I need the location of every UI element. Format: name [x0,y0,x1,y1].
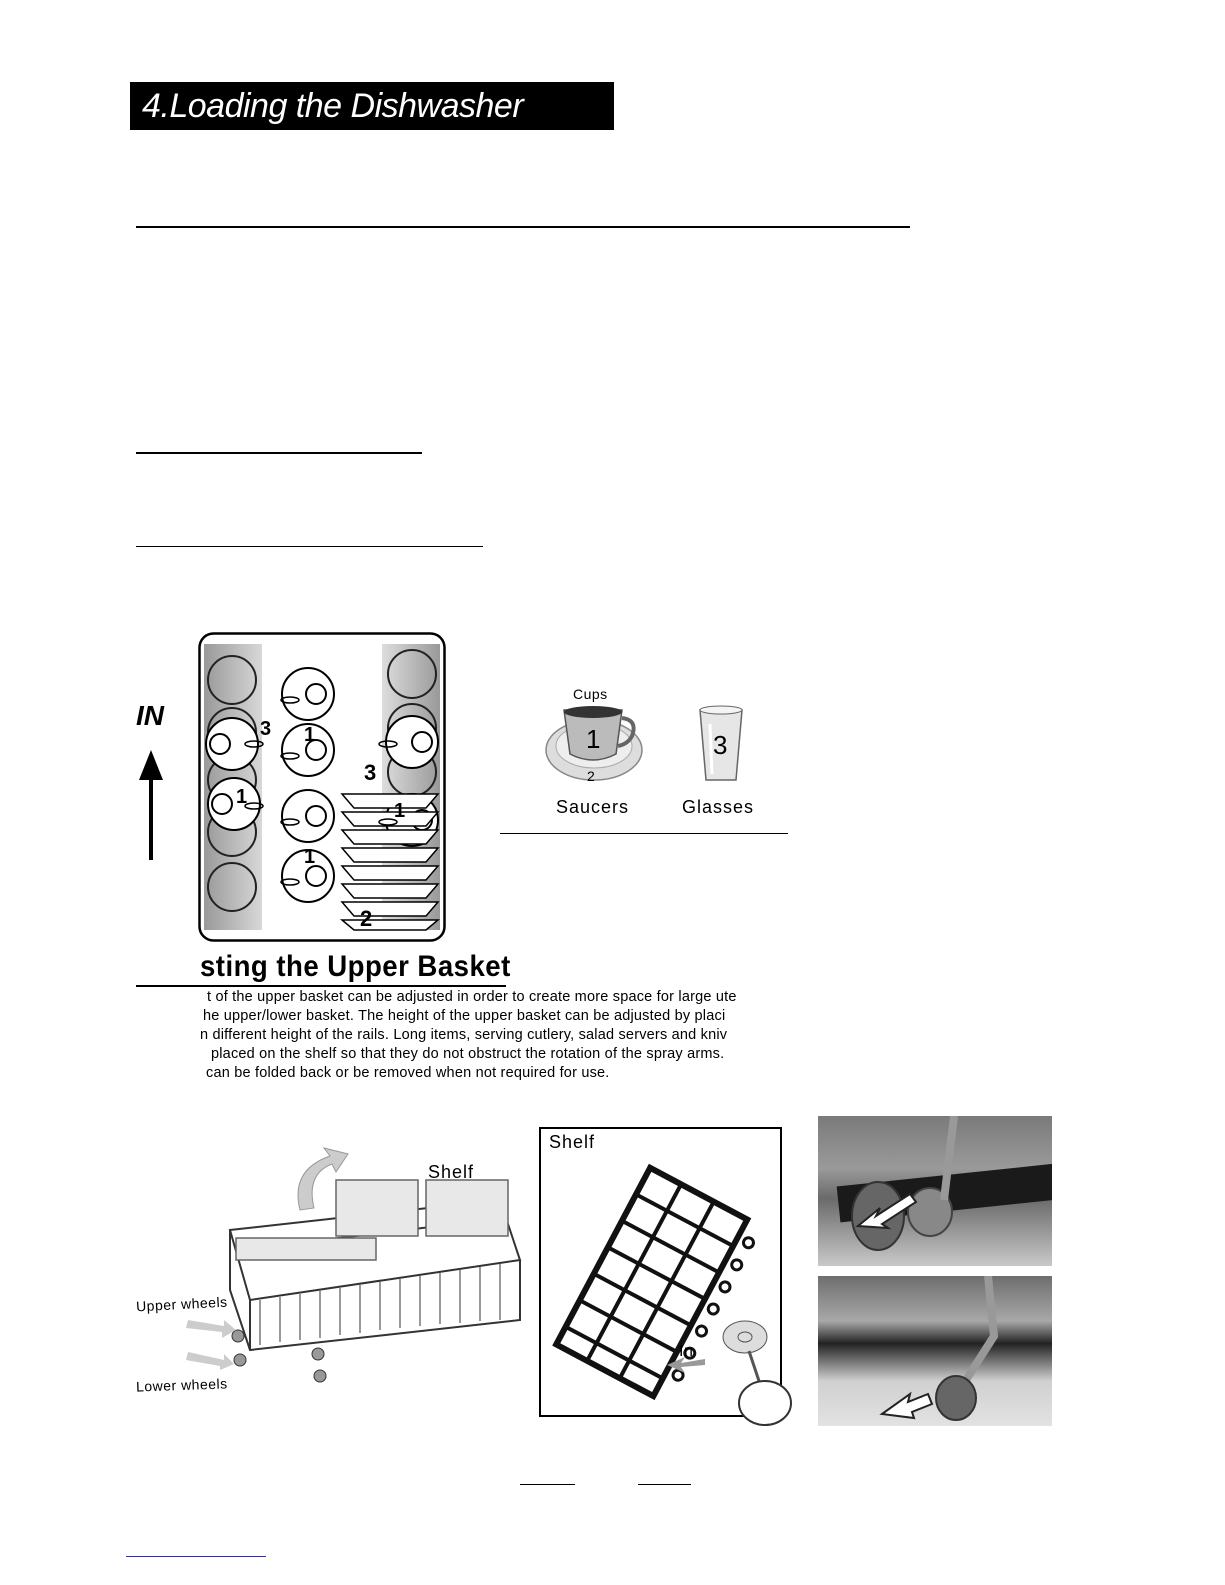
shelf-box-title: Shelf [549,1132,596,1152]
position-number: 1 [394,800,406,822]
divider-line [136,546,483,547]
divider-line [500,833,788,834]
paragraph-line: t of the upper basket can be adjusted in order to create more space for large ute [207,989,737,1005]
divider-line [136,452,422,454]
wheel-photo-drawing [818,1276,1052,1426]
direction-label: IN [136,700,164,731]
divider-line [638,1484,691,1485]
saucers-label: Saucers [556,797,630,817]
paragraph-line: placed on the shelf so that they do not obstruct the rotation of the spray arms. [211,1046,725,1062]
shelf-label: Shelf [428,1162,475,1182]
saucers-number: 2 [587,768,596,784]
footer-link-underline [126,1556,266,1557]
upper-wheels-label: Upper wheels [135,1293,228,1315]
divider-line [136,226,910,228]
paragraph-line: n different height of the rails. Long items, serving cutlery, salad servers and kniv [200,1027,728,1043]
in-label: In [679,1343,694,1360]
position-number: 3 [364,760,377,785]
lower-wheels-label: Lower wheels [135,1375,228,1395]
wheel-photo-drawing [818,1116,1052,1266]
section-title: 4.Loading the Dishwasher Basket [130,82,614,130]
position-number: 2 [360,906,373,931]
rack-illustration [200,1140,530,1390]
shelf-detail-box [539,1127,782,1417]
wheel-photo-bottom [818,1276,1052,1426]
cups-label: Cups [573,686,608,702]
divider-line [520,1484,575,1485]
divider-line [136,985,506,987]
paragraph-line: can be folded back or be removed when not required for use. [206,1065,610,1081]
position-number: 1 [304,724,316,746]
cups-number: 1 [586,724,601,754]
paragraph-line: he upper/lower basket. The height of the upper basket can be adjusted by placi [203,1008,726,1024]
upper-basket-top-view [198,632,446,942]
position-number: 1 [236,786,248,808]
shelf-grid-drawing [555,1169,775,1409]
wheel-photo-top [818,1116,1052,1266]
glasses-number: 3 [713,730,728,760]
position-number: 3 [260,718,272,740]
adjust-heading: sting the Upper Basket [200,950,511,983]
in-arrow-icon [136,750,166,862]
glasses-label: Glasses [682,797,755,817]
position-number: 1 [304,846,316,868]
